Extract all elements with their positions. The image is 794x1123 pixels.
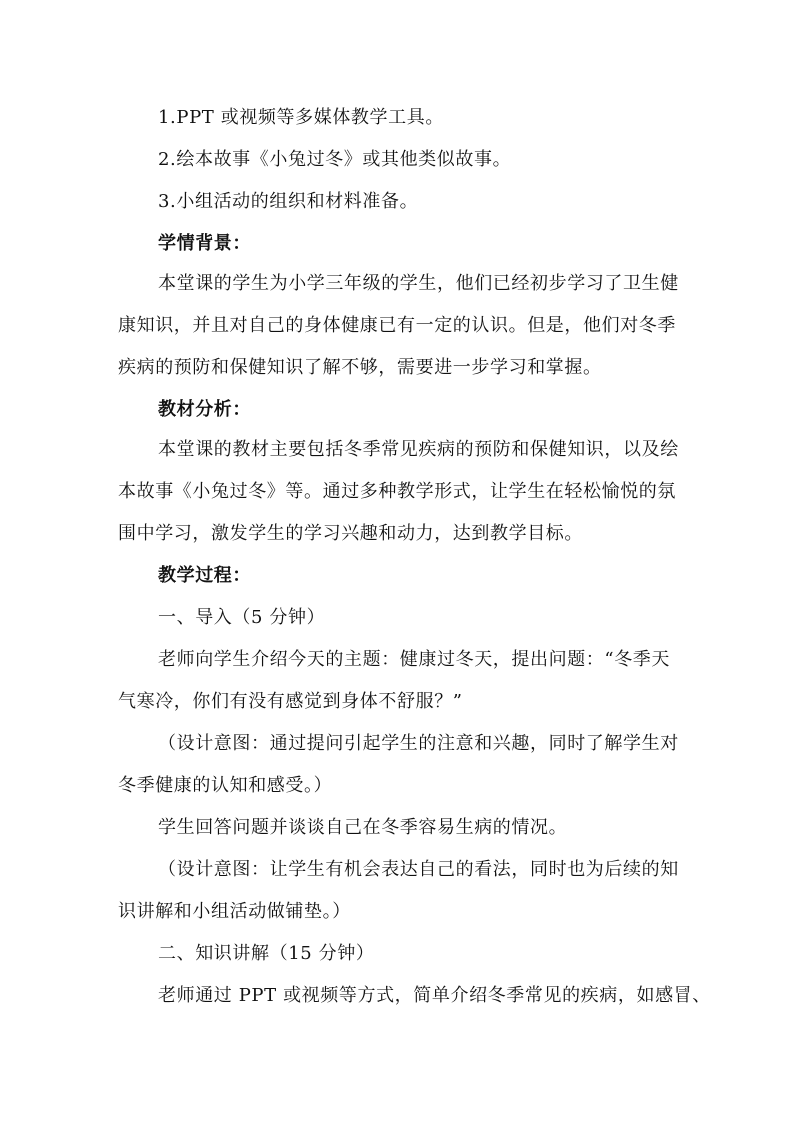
material-analysis-line-1: 本堂课的教材主要包括冬季常见疾病的预防和保健知识，以及绘 [158,439,679,460]
material-analysis-line-2: 本故事《小兔过冬》等。通过多种教学形式，让学生在轻松愉悦的氛 [118,481,676,502]
learner-background-line-3: 疾病的预防和保健知识了解不够，需要进一步学习和掌握。 [118,357,602,378]
heading-material-analysis: 教材分析： [158,399,251,420]
design-intent-1-line-2: 冬季健康的认知和感受。） [118,775,333,796]
section-1-title: 一、导入（5 分钟） [158,607,326,628]
process-p1-line-2: 气寒冷，你们有没有感觉到身体不舒服？” [118,691,463,712]
learner-background-line-2: 康知识，并且对自己的身体健康已有一定的认识。但是，他们对冬季 [118,315,676,336]
design-intent-1-line-1: （设计意图：通过提问引起学生的注意和兴趣，同时了解学生对 [158,733,679,754]
process-p1-line-1: 老师向学生介绍今天的主题：健康过冬天，提出问题：“冬季天 [158,649,670,670]
process-p3-line-1: 学生回答问题并谈谈自己在冬季容易生病的情况。 [158,817,568,838]
material-item-3: 3.小组活动的组织和材料准备。 [158,191,419,212]
material-item-2: 2.绘本故事《小兔过冬》或其他类似故事。 [158,149,512,170]
process-p5-line-1: 老师通过 PPT 或视频等方式，简单介绍冬季常见的疾病，如感冒、 [158,985,711,1006]
heading-teaching-process: 教学过程： [158,565,251,586]
design-intent-2-line-1: （设计意图：让学生有机会表达自己的看法，同时也为后续的知 [158,859,679,880]
material-item-1: 1.PPT 或视频等多媒体教学工具。 [158,107,444,128]
heading-learner-background: 学情背景： [158,233,251,254]
section-2-title: 二、知识讲解（15 分钟） [158,943,375,964]
design-intent-2-line-2: 识讲解和小组活动做铺垫。） [118,901,351,922]
learner-background-line-1: 本堂课的学生为小学三年级的学生，他们已经初步学习了卫生健 [158,273,679,294]
material-analysis-line-3: 围中学习，激发学生的学习兴趣和动力，达到教学目标。 [118,523,583,544]
